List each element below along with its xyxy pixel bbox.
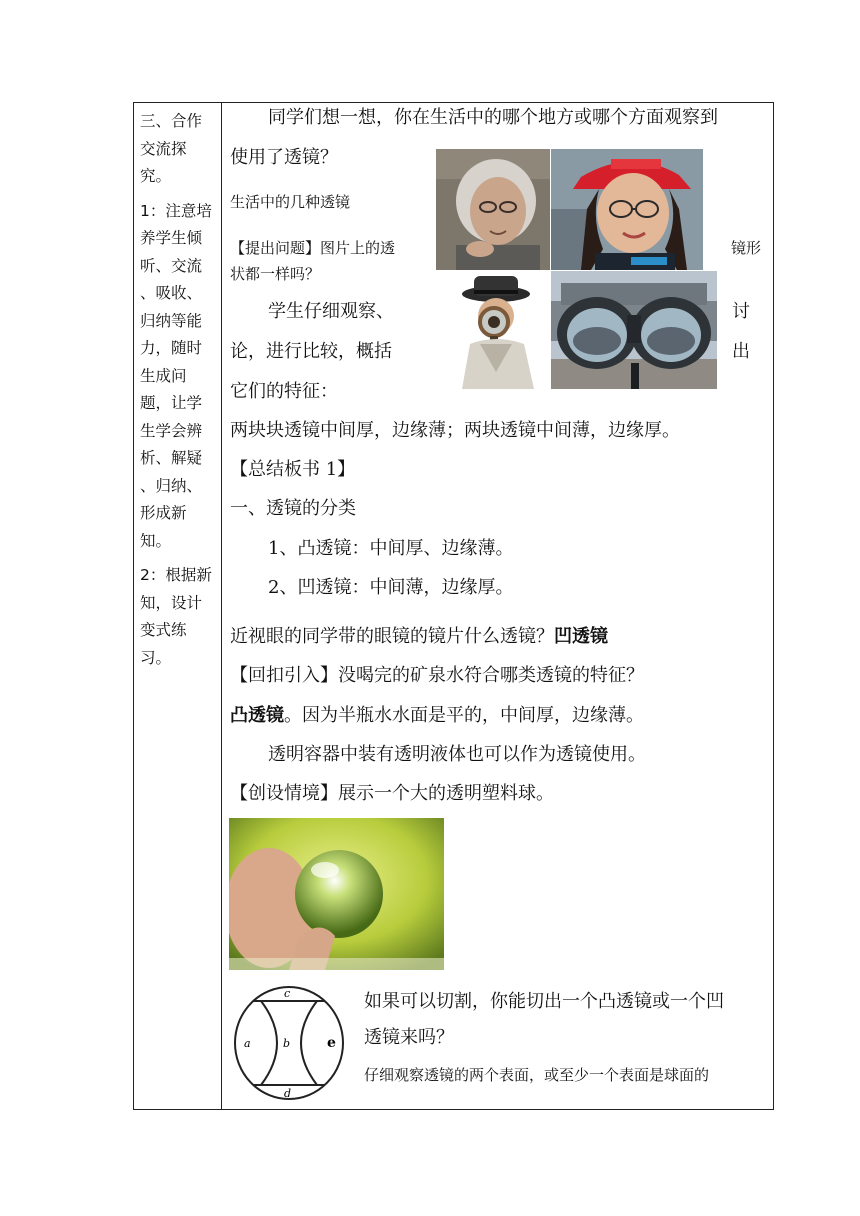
left-column (140, 108, 216, 672)
note1-line: 、吸收、 (140, 284, 203, 302)
observe-right: 讨 (732, 301, 750, 322)
diagram-label-e: e (327, 1035, 336, 1051)
diagram-label-c: c (284, 987, 291, 1000)
question-line2: 状都一样吗？ (230, 265, 321, 283)
lens-cut-diagram (231, 983, 349, 1105)
note1-line: 生学会辨 (140, 421, 203, 440)
myopia-question: 近视眼的同学带的眼镜的镜片什么透镜？ (230, 626, 554, 647)
note2-line: 变式练 (140, 621, 187, 639)
question-right: 镜形 (731, 239, 762, 257)
photo-detective (444, 272, 547, 389)
right-arc (301, 1001, 317, 1085)
note1-line: 生成问 (140, 366, 187, 385)
category-title: 一、透镜的分类 (230, 498, 356, 519)
diagram-label-b: b (283, 1037, 291, 1050)
note1-line: 1：注意培 (140, 201, 212, 220)
diagram-label-d: d (284, 1087, 292, 1100)
observe-left: 学生仔细观察、 (268, 301, 394, 322)
scenario-title: 【创设情境】 (230, 783, 338, 804)
note1-line: 养学生倾 (140, 229, 203, 247)
intro-line1: 同学们想一想，你在生活中的哪个地方或哪个方面观察到 (268, 107, 718, 128)
observe-surfaces: 仔细观察透镜的两个表面，或至少一个表面是球面的 (364, 1066, 710, 1084)
concave-definition: 2、凹透镜：中间薄，边缘厚。 (268, 577, 514, 598)
features-label: 它们的特征： (230, 381, 338, 402)
discuss-right: 出 (732, 341, 750, 362)
question-left: 【提出问题】图片上的透 (230, 239, 396, 257)
photo-girl-glasses (551, 149, 703, 270)
note2-line: 习。 (140, 648, 172, 667)
myopia-answer: 凹透镜 (554, 626, 608, 647)
myopia-line (230, 625, 608, 649)
scenario-text: 展示一个大的透明塑料球。 (338, 783, 554, 804)
photo-crystal-ball (229, 818, 444, 970)
scenario-line (230, 782, 554, 806)
note1-line: 归纳等能 (140, 311, 203, 330)
discuss-left: 论，进行比较，概括 (230, 341, 392, 362)
note1-line: 析、解疑 (140, 449, 203, 467)
intro-line2: 使用了透镜？ (230, 147, 338, 168)
note2-line: 2：根据新 (140, 566, 212, 584)
note1-line: 形成新 (140, 504, 187, 522)
photo-binoculars (551, 271, 717, 389)
container-note: 透明容器中装有透明液体也可以作为透镜使用。 (268, 744, 646, 765)
summary-title: 【总结板书 1】 (230, 459, 356, 480)
diagram-label-a: a (244, 1037, 251, 1050)
callback-line (230, 704, 644, 728)
callback-reason: 。因为半瓶水水面是平的，中间厚，边缘薄。 (284, 705, 644, 726)
callback-question: 【回扣引入】没喝完的矿泉水符合哪类透镜的特征？ (230, 665, 644, 686)
callback-answer: 凸透镜 (230, 705, 284, 726)
comparison-text: 两块块透镜中间厚，边缘薄；两块透镜中间薄，边缘厚。 (230, 420, 680, 441)
note1-line: 知。 (140, 531, 172, 550)
left-arc (261, 1001, 277, 1085)
note1-line: 、归纳、 (140, 476, 203, 495)
note1-line: 力，随时 (140, 339, 203, 357)
convex-definition: 1、凸透镜：中间厚、边缘薄。 (268, 538, 514, 559)
section-title: 生活中的几种透镜 (230, 193, 351, 211)
stage-heading-line2: 交流探 (140, 139, 187, 158)
stage-heading-line1: 三、合作 (140, 112, 203, 130)
stage-heading-line3: 究。 (140, 167, 172, 185)
photo-elderly-woman (436, 149, 550, 270)
column-divider (221, 102, 222, 1110)
note2-line: 知，设计 (140, 593, 203, 612)
note1-line: 听、交流 (140, 256, 203, 275)
cut-question-line2: 透镜来吗？ (364, 1027, 454, 1048)
cut-question-line1: 如果可以切割，你能切出一个凸透镜或一个凹 (364, 991, 724, 1012)
note1-line: 题，让学 (140, 394, 203, 412)
